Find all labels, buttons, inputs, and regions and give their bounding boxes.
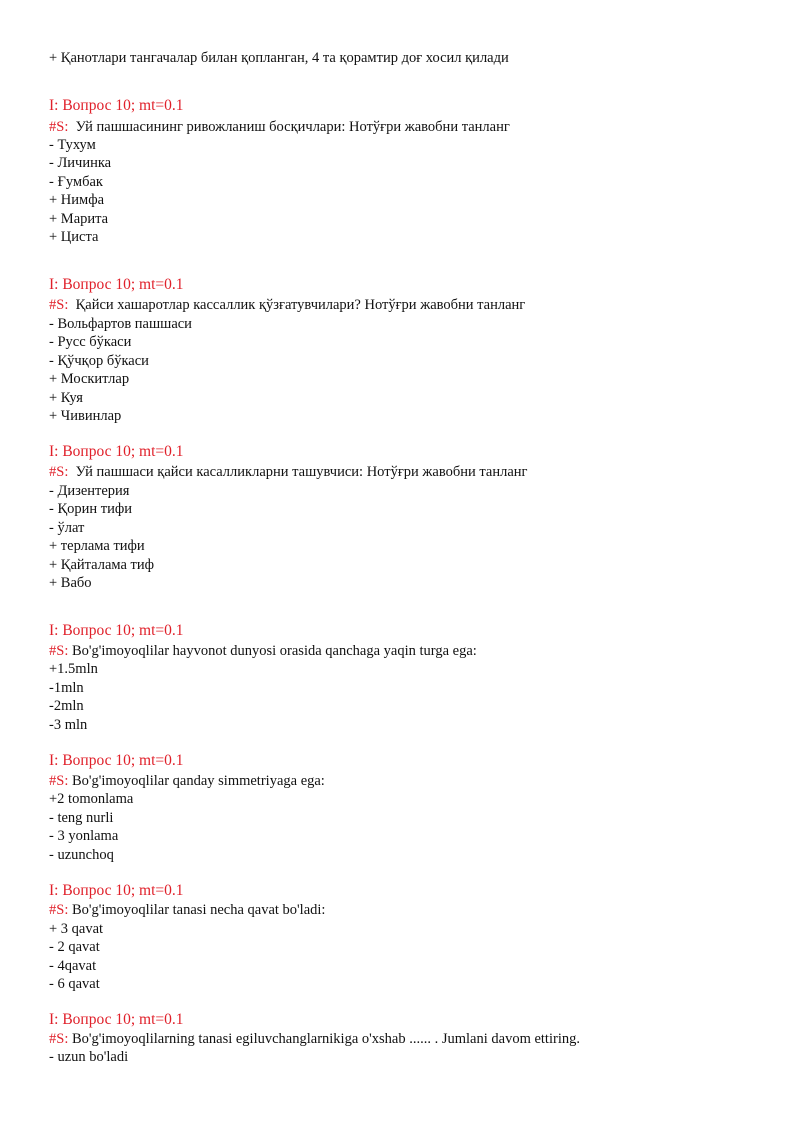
- answer-option: - Ғумбак: [49, 174, 103, 190]
- answer-option: - uzunchoq: [49, 847, 114, 863]
- answer-option: + Нимфа: [49, 192, 105, 208]
- answer-option: + Куя: [49, 390, 83, 406]
- answer-option: + Чивинлар: [49, 408, 122, 424]
- stem-text: Bo'g'imoyoqlilar qanday simmetriyaga ega:: [68, 773, 325, 789]
- question-stem: [49, 118, 510, 136]
- answer-option: - Дизентерия: [49, 483, 130, 499]
- stem-text: Bo'g'imoyoqlilarning tanasi egiluvchanglarnikiga o'xshab ...... . Jumlani davom ettiring.: [68, 1031, 580, 1047]
- s-tag: #S:: [49, 643, 69, 659]
- answer-option: - Русс бўкаси: [49, 334, 132, 350]
- s-tag: #S:: [49, 1031, 69, 1047]
- answer-option: + Марита: [49, 211, 109, 227]
- question-header: I: Вопрос 10; mt=0.1: [49, 622, 184, 639]
- s-tag: #S:: [49, 119, 69, 135]
- answer-option: + Қанотлари тангачалар билан қопланган, 4 та қорамтир доғ хосил қилади: [49, 50, 509, 66]
- stem-text: Уй пашшасининг ривожланиш босқичлари: Нотўғри жавобни танланг: [68, 119, 510, 135]
- stem-text: Bo'g'imoyoqlilar hayvonot dunyosi orasida qanchaga yaqin turga ega:: [68, 643, 477, 659]
- answer-option: + терлама тифи: [49, 538, 145, 554]
- question-stem: [49, 463, 527, 481]
- question-stem: [49, 901, 325, 919]
- s-tag: #S:: [49, 773, 69, 789]
- question-header: I: Вопрос 10; mt=0.1: [49, 276, 184, 293]
- answer-option: - 3 yonlama: [49, 828, 119, 844]
- answer-option: -3 mln: [49, 717, 88, 733]
- question-stem: [49, 772, 325, 790]
- question-header: I: Вопрос 10; mt=0.1: [49, 443, 184, 460]
- question-header: I: Вопрос 10; mt=0.1: [49, 752, 184, 769]
- answer-option: +2 tomonlama: [49, 791, 134, 807]
- stem-text: Уй пашшаси қайси касалликларни ташувчиси: Нотўғри жавобни танланг: [68, 464, 528, 480]
- question-header: I: Вопрос 10; mt=0.1: [49, 882, 184, 899]
- answer-option: + 3 qavat: [49, 921, 104, 937]
- question-stem: [49, 1030, 580, 1048]
- stem-text: Қайси хашаротлар кассаллик қўзғатувчилари? Нотўғри жавобни танланг: [68, 297, 526, 313]
- s-tag: #S:: [49, 902, 69, 918]
- answer-option: - ўлат: [49, 520, 85, 536]
- answer-option: -1mln: [49, 680, 84, 696]
- answer-option: - 4qavat: [49, 958, 97, 974]
- s-tag: #S:: [49, 297, 69, 313]
- answer-option: + Москитлар: [49, 371, 130, 387]
- answer-option: +1.5mln: [49, 661, 98, 677]
- question-header: I: Вопрос 10; mt=0.1: [49, 1011, 184, 1028]
- answer-option: + Вабо: [49, 575, 92, 591]
- answer-option: -2mln: [49, 698, 84, 714]
- answer-option: - uzun bo'ladi: [49, 1049, 129, 1065]
- answer-option: - Вольфартов пашшаси: [49, 316, 192, 332]
- answer-option: - 6 qavat: [49, 976, 100, 992]
- answer-option: - Қорин тифи: [49, 501, 133, 517]
- question-header: I: Вопрос 10; mt=0.1: [49, 97, 184, 114]
- s-tag: #S:: [49, 464, 69, 480]
- answer-option: - Қўчқор бўкаси: [49, 353, 149, 369]
- question-stem: [49, 642, 477, 660]
- question-stem: [49, 296, 525, 314]
- answer-option: - Тухум: [49, 137, 96, 153]
- answer-option: - teng nurli: [49, 810, 114, 826]
- stem-text: Bo'g'imoyoqlilar tanasi necha qavat bo'ladi:: [68, 902, 326, 918]
- answer-option: - 2 qavat: [49, 939, 100, 955]
- answer-option: + Қайталама тиф: [49, 557, 155, 573]
- answer-option: + Циста: [49, 229, 99, 245]
- answer-option: - Личинка: [49, 155, 112, 171]
